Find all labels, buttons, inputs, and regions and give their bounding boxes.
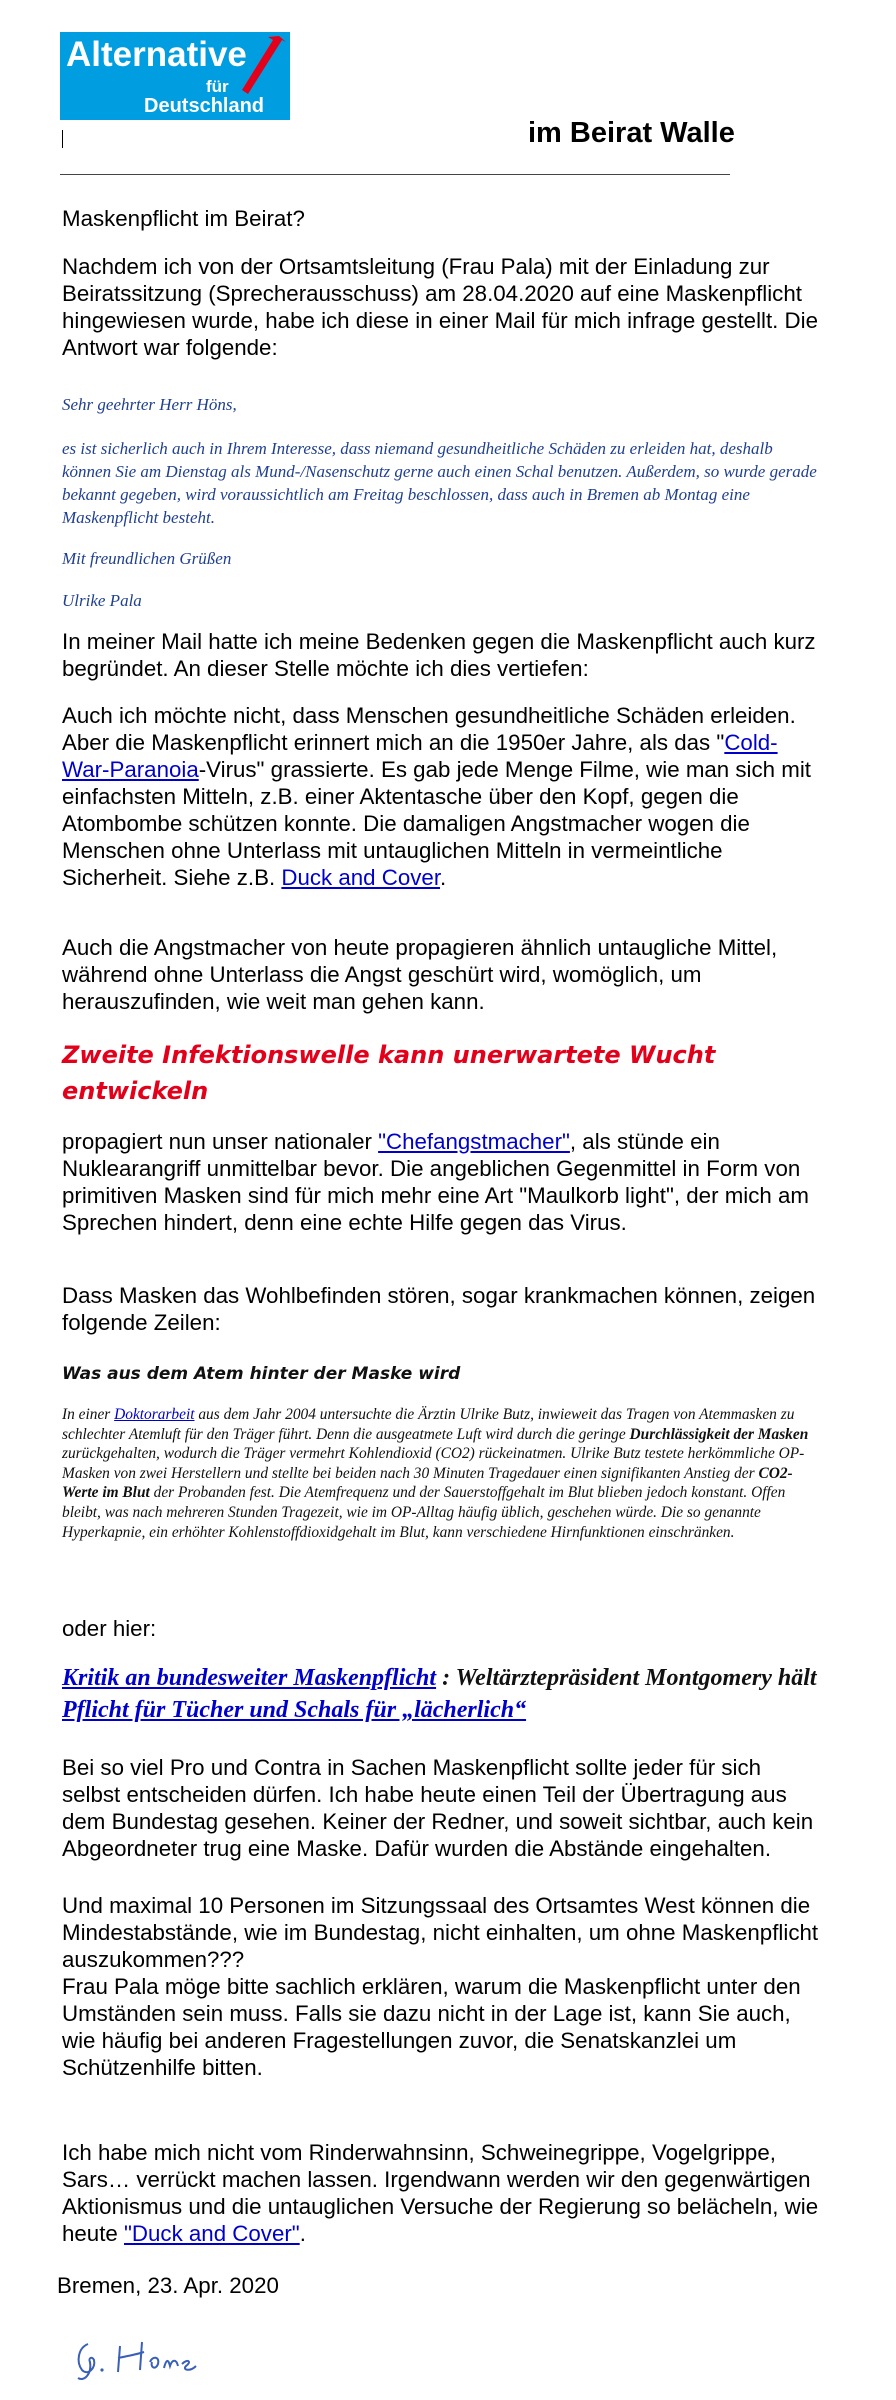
reply-closing: Mit freundlichen Grüßen	[62, 549, 232, 568]
paragraph-6: Bei so viel Pro und Contra in Sachen Maskenpflicht sollte jeder für sich selbst entscheiden dürfen. Ich habe heute einen Teil der Übertragung aus dem Bundestag gesehen. Keiner der Redner, und soweit sichtbar, auch kein Abgeordneter trug eine Maske. Dafür wurden die Abstände eingehalten.	[62, 1755, 814, 1861]
paragraph-5: Dass Masken das Wohlbefinden stören, sogar krankmachen können, zeigen folgende Zeilen:	[62, 1283, 816, 1335]
logo-line3: Deutschland	[144, 95, 265, 117]
link-doktorarbeit[interactable]: Doktorarbeit	[114, 1406, 195, 1423]
paragraph-7a: Und maximal 10 Personen im Sitzungssaal des Ortsamtes West können die Mindestabstände, wie im Bundestag, nicht einhalten, um ohne Maskenpflicht auszukommen???	[62, 1893, 819, 1972]
link-chefangstmacher[interactable]: "Chefangstmacher"	[378, 1129, 570, 1154]
logo-line2: für	[206, 77, 229, 96]
paragraph-2: Auch ich möchte nicht, dass Menschen gesundheitliche Schäden erleiden. Aber die Maskenpflicht erinnert mich an die 1950er Jahre, als das "Cold-War-Paranoia-Virus" grassierte. Es gab jede Menge Filme, wie man sich mit einfachsten Mitteln, z.B. einer Aktentasche über den Kopf, gegen die Atombombe schützen konnte. Die damaligen Angstmacher wogen die Menschen ohne Unterlass mit untauglichen Mitteln in vermeintliche Sicherheit. Siehe z.B. Duck and Cover.	[62, 703, 811, 890]
header-divider	[60, 174, 730, 175]
reply-body: es ist sicherlich auch in Ihrem Interesse, dass niemand gesundheitliche Schäden zu erleiden hat, deshalb können Sie am Dienstag als Mund-/Nasenschutz gerne auch einen Schal benutzen. Außerdem, so wurde gerade bekannt gegeben, wird voraussichtlich am Freitag beschlossen, dass auch in Bremen ab Montag eine Maskenpflicht besteht.	[62, 439, 817, 527]
link-cold-war-paranoia[interactable]: Cold-War-Paranoia	[62, 730, 778, 782]
handwritten-signature	[70, 2332, 210, 2384]
link-duck-and-cover[interactable]: Duck and Cover	[281, 865, 441, 890]
afd-logo	[60, 32, 290, 120]
red-headline: Zweite Infektionswelle kann unerwartete Wucht entwickeln	[62, 1041, 716, 1105]
excerpt-title: Was aus dem Atem hinter der Maske wird	[62, 1364, 461, 1384]
intro-paragraph: Nachdem ich von der Ortsamtsleitung (Frau Pala) mit der Einladung zur Beiratssitzung (Sprecherausschuss) am 28.04.2020 auf eine Maskenpflicht hingewiesen wurde, habe ich diese in einer Mail für mich infrage gestellt. Die Antwort war folgende:	[62, 254, 819, 360]
reply-salutation: Sehr geehrter Herr Höns,	[62, 395, 237, 414]
paragraph-3: Auch die Angstmacher von heute propagieren ähnlich untaugliche Mittel, während ohne Unterlass die Angst geschürt wird, womöglich, um herauszufinden, wie weit man gehen kann.	[62, 935, 778, 1014]
paragraph-1: In meiner Mail hatte ich meine Bedenken gegen die Maskenpflicht auch kurz begründet. An dieser Stelle möchte ich dies vertiefen:	[62, 629, 816, 681]
paragraph-8: Ich habe mich nicht vom Rinderwahnsinn, Schweinegrippe, Vogelgrippe, Sars… verrückt machen lassen. Irgendwann werden wir den gegenwärtigen Aktionismus und die untauglichen Versuche der Regierung so belächeln, wie heute "Duck and Cover".	[62, 2140, 819, 2246]
logo-line1: Alternative	[66, 35, 247, 74]
excerpt-text: In einer Doktorarbeit aus dem Jahr 2004 untersuchte die Ärztin Ulrike Butz, inwieweit das Tragen von Atemmasken zu schlechter Atemluft für den Träger führt. Denn die ausgeatmete Luft wird durch die geringe Durchlässigkeit der Masken zurückgehalten, wodurch die Träger vermehrt Kohlendioxid (CO2) rückeinatmen. Ulrike Butz testete herkömmliche OP-Masken von zwei Herstellern und stellte bei beiden nach 30 Minuten Tragedauer einen signifikanten Anstieg der CO2-Werte im Blut der Probanden fest. Die Atemfrequenz und der Sauerstoffgehalt im Blut blieben jedoch konstant. Offen bleibt, was nach mehreren Stunden Tragezeit, wie im OP-Alltag häufig üblich, geschehen würde. Die so genannte Hyperkapnie, ein erhöhter Kohlenstoffdioxidgehalt im Blut, kann verschiedene Hirnfunktionen einschränken.	[62, 1406, 809, 1541]
link-duck-and-cover-2[interactable]: "Duck and Cover"	[124, 2221, 300, 2246]
place-date: Bremen, 23. Apr. 2020	[57, 2273, 279, 2298]
reply-name: Ulrike Pala	[62, 591, 142, 610]
text-cursor	[62, 130, 63, 148]
link-kritik-maskenpflicht[interactable]: Kritik an bundesweiter Maskenpflicht	[62, 1665, 437, 1691]
oder-hier: oder hier:	[62, 1616, 157, 1641]
kritik-heading: Kritik an bundesweiter Maskenpflicht : Weltärztepräsident Montgomery hält Pflicht für Tücher und Schals für „lächerlich“	[62, 1665, 817, 1723]
subject-line: Maskenpflicht im Beirat?	[62, 206, 305, 231]
link-pflicht-tuecher-schals[interactable]: Pflicht für Tücher und Schals für „lächerlich“	[62, 1697, 527, 1723]
paragraph-7b: Frau Pala möge bitte sachlich erklären, warum die Maskenpflicht unter den Umständen sein muss. Falls sie dazu nicht in der Lage ist, kann Sie auch, wie häufig bei anderen Fragestellungen zuvor, die Senatskanzlei um Schützenhilfe bitten.	[62, 1974, 801, 2080]
paragraph-4: propagiert nun unser nationaler "Chefangstmacher", als stünde ein Nuklearangriff unmittelbar bevor. Die angeblichen Gegenmittel in Form von primitiven Masken sind für mich mehr eine Art "Maulkorb light", der mich am Sprechen hindert, denn eine echte Hilfe gegen das Virus.	[62, 1129, 809, 1235]
page-title: im Beirat Walle	[528, 117, 735, 149]
